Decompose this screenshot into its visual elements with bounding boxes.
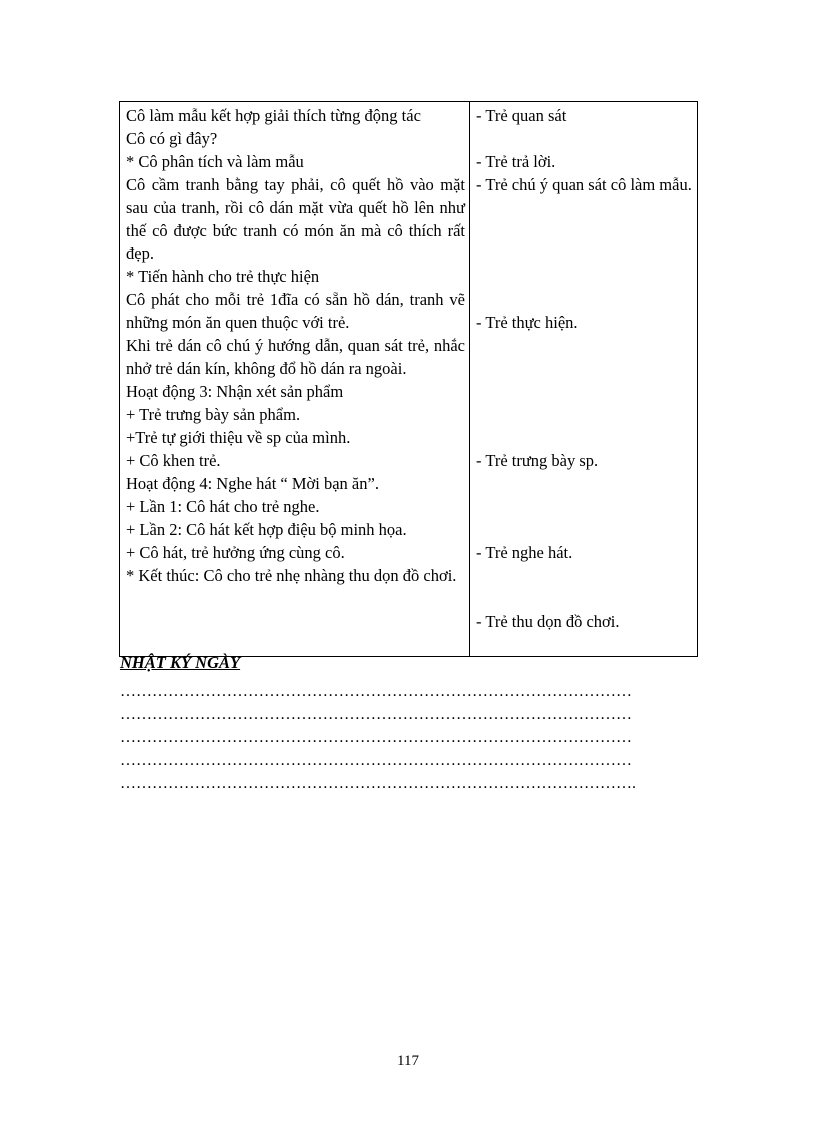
teacher-line: Hoạt động 3: Nhận xét sản phẩm (126, 382, 344, 401)
diary-lines (120, 680, 720, 795)
dotted-line: ……………………………………………………………………………………. (120, 775, 636, 792)
teacher-line: + Lần 2: Cô hát kết hợp điệu bộ minh họa. (126, 520, 407, 539)
teacher-line: Khi trẻ dán cô chú ý hướng dẫn, quan sát trẻ, nhắc nhở trẻ dán kín, không đổ hồ dán ra ngoài. (126, 336, 465, 378)
teacher-line: Cô có gì đây? (126, 129, 218, 148)
teacher-line: * Kết thúc: Cô cho trẻ nhẹ nhàng thu dọn đồ chơi. (126, 566, 457, 585)
dotted-line: …………………………………………………………………………………… (120, 729, 632, 746)
dotted-line: …………………………………………………………………………………… (120, 706, 632, 723)
table-row (120, 102, 698, 657)
page-number: 117 (397, 1053, 419, 1069)
teacher-line: + Cô khen trẻ. (126, 451, 221, 470)
teacher-line: Cô phát cho mỗi trẻ 1đĩa có sẵn hồ dán, tranh vẽ những món ăn quen thuộc với trẻ. (126, 290, 465, 332)
child-line: - Trẻ thực hiện. (476, 313, 578, 332)
teacher-line: * Tiến hành cho trẻ thực hiện (126, 267, 320, 286)
teacher-line: * Cô phân tích và làm mẫu (126, 152, 304, 171)
teacher-line: +Trẻ tự giới thiệu về sp của mình. (126, 428, 351, 447)
teacher-line: + Cô hát, trẻ hưởng ứng cùng cô. (126, 543, 345, 562)
child-line: - Trẻ trưng bày sp. (476, 451, 599, 470)
child-line: - Trẻ quan sát (476, 106, 567, 125)
child-line: - Trẻ chú ý quan sát cô làm mẫu. (476, 175, 692, 194)
teacher-line: Cô cầm tranh bằng tay phải, cô quết hồ vào mặt sau của tranh, rồi cô dán mặt vừa quết hồ lên như thế cô được bức tranh có món ăn mà cô thích rất đẹp. (126, 175, 465, 263)
child-line: - Trẻ thu dọn đồ chơi. (476, 612, 620, 631)
child-line: - Trẻ nghe hát. (476, 543, 573, 562)
teacher-line: + Lần 1: Cô hát cho trẻ nghe. (126, 497, 320, 516)
dotted-line: …………………………………………………………………………………… (120, 752, 632, 769)
teacher-activities-cell (120, 102, 470, 657)
child-line: - Trẻ trả lời. (476, 152, 556, 171)
lesson-table (119, 101, 698, 657)
child-activities-cell (470, 102, 698, 657)
teacher-line: + Trẻ trưng bày sản phẩm. (126, 405, 301, 424)
diary-title: NHẬT KÝ NGÀY (120, 653, 241, 672)
dotted-line: …………………………………………………………………………………… (120, 683, 632, 700)
teacher-line: Hoạt động 4: Nghe hát “ Mời bạn ăn”. (126, 474, 379, 493)
teacher-line: Cô làm mẫu kết hợp giải thích từng động tác (126, 106, 421, 125)
